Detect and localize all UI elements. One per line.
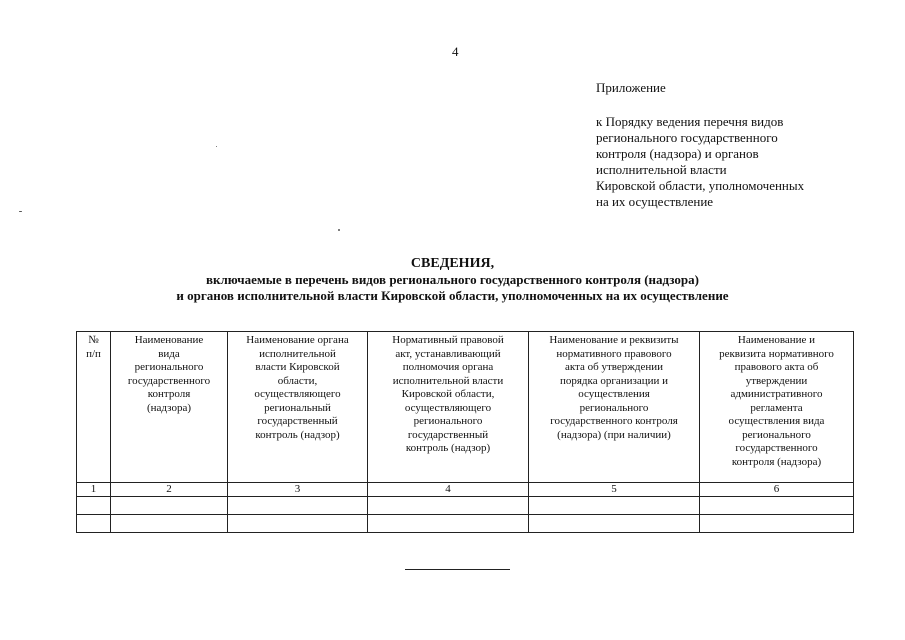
heading-title: СВЕДЕНИЯ, — [410, 256, 495, 271]
table-cell — [77, 497, 111, 515]
table-cell — [529, 497, 700, 515]
table-row — [77, 515, 854, 533]
table-row — [77, 497, 854, 515]
heading-subtitle-line: включаемые в перечень видов регионального государственного контроля (надзора) — [206, 272, 699, 287]
table-cell — [228, 497, 368, 515]
page-number: 4 — [452, 44, 459, 59]
appendix-title: Приложение — [596, 80, 666, 95]
footnote-separator — [405, 569, 510, 570]
column-number-cell: 6 — [700, 483, 854, 497]
appendix-line: на их осуществление — [596, 194, 714, 209]
column-number-cell: 1 — [77, 483, 111, 497]
appendix-line: регионального государственного — [596, 130, 778, 145]
table-cell — [529, 515, 700, 533]
column-number-cell: 5 — [529, 483, 700, 497]
header-cell-control-type: Наименование вида регионального государственного контроля (надзора) — [111, 332, 228, 483]
table-cell — [111, 515, 228, 533]
appendix-line: к Порядку ведения перечня видов — [596, 114, 784, 129]
table-cell — [368, 515, 529, 533]
column-number-cell: 4 — [368, 483, 529, 497]
table-cell — [368, 497, 529, 515]
header-cell-regulation-act: Наименование и реквизита нормативного правового акта об утверждении административного регламента осуществления вида регионального государственного контроля (надзора) — [700, 332, 854, 483]
table-cell — [228, 515, 368, 533]
appendix-line: исполнительной власти — [596, 162, 727, 177]
scan-speck — [19, 211, 22, 212]
column-number-cell: 3 — [228, 483, 368, 497]
scan-speck — [216, 146, 217, 147]
scan-speck — [338, 229, 340, 231]
table-cell — [77, 515, 111, 533]
table-header-row — [77, 332, 854, 483]
document-heading — [0, 256, 905, 304]
header-cell-number: № п/п — [77, 332, 111, 483]
header-cell-procedure-act: Наименование и реквизиты нормативного правового акта об утверждении порядка организации и осуществления регионального государственного контроля (надзора) (при наличии) — [529, 332, 700, 483]
appendix-line: Кировской области, уполномоченных — [596, 178, 805, 193]
column-number-row — [77, 483, 854, 497]
heading-subtitle-line: и органов исполнительной власти Кировской области, уполномоченных на их осуществление — [176, 288, 729, 303]
register-table — [76, 331, 854, 533]
header-cell-legal-act: Нормативный правовой акт, устанавливающий полномочия органа исполнительной власти Кировской области, осуществляющего регионального государственный контроль (надзор) — [368, 332, 529, 483]
table-cell — [700, 515, 854, 533]
appendix-block — [596, 80, 876, 210]
column-number-cell: 2 — [111, 483, 228, 497]
appendix-line: контроля (надзора) и органов — [596, 146, 759, 161]
table-cell — [111, 497, 228, 515]
header-cell-authority: Наименование органа исполнительной власти Кировской области, осуществляющего региональный государственный контроль (надзор) — [228, 332, 368, 483]
table-cell — [700, 497, 854, 515]
